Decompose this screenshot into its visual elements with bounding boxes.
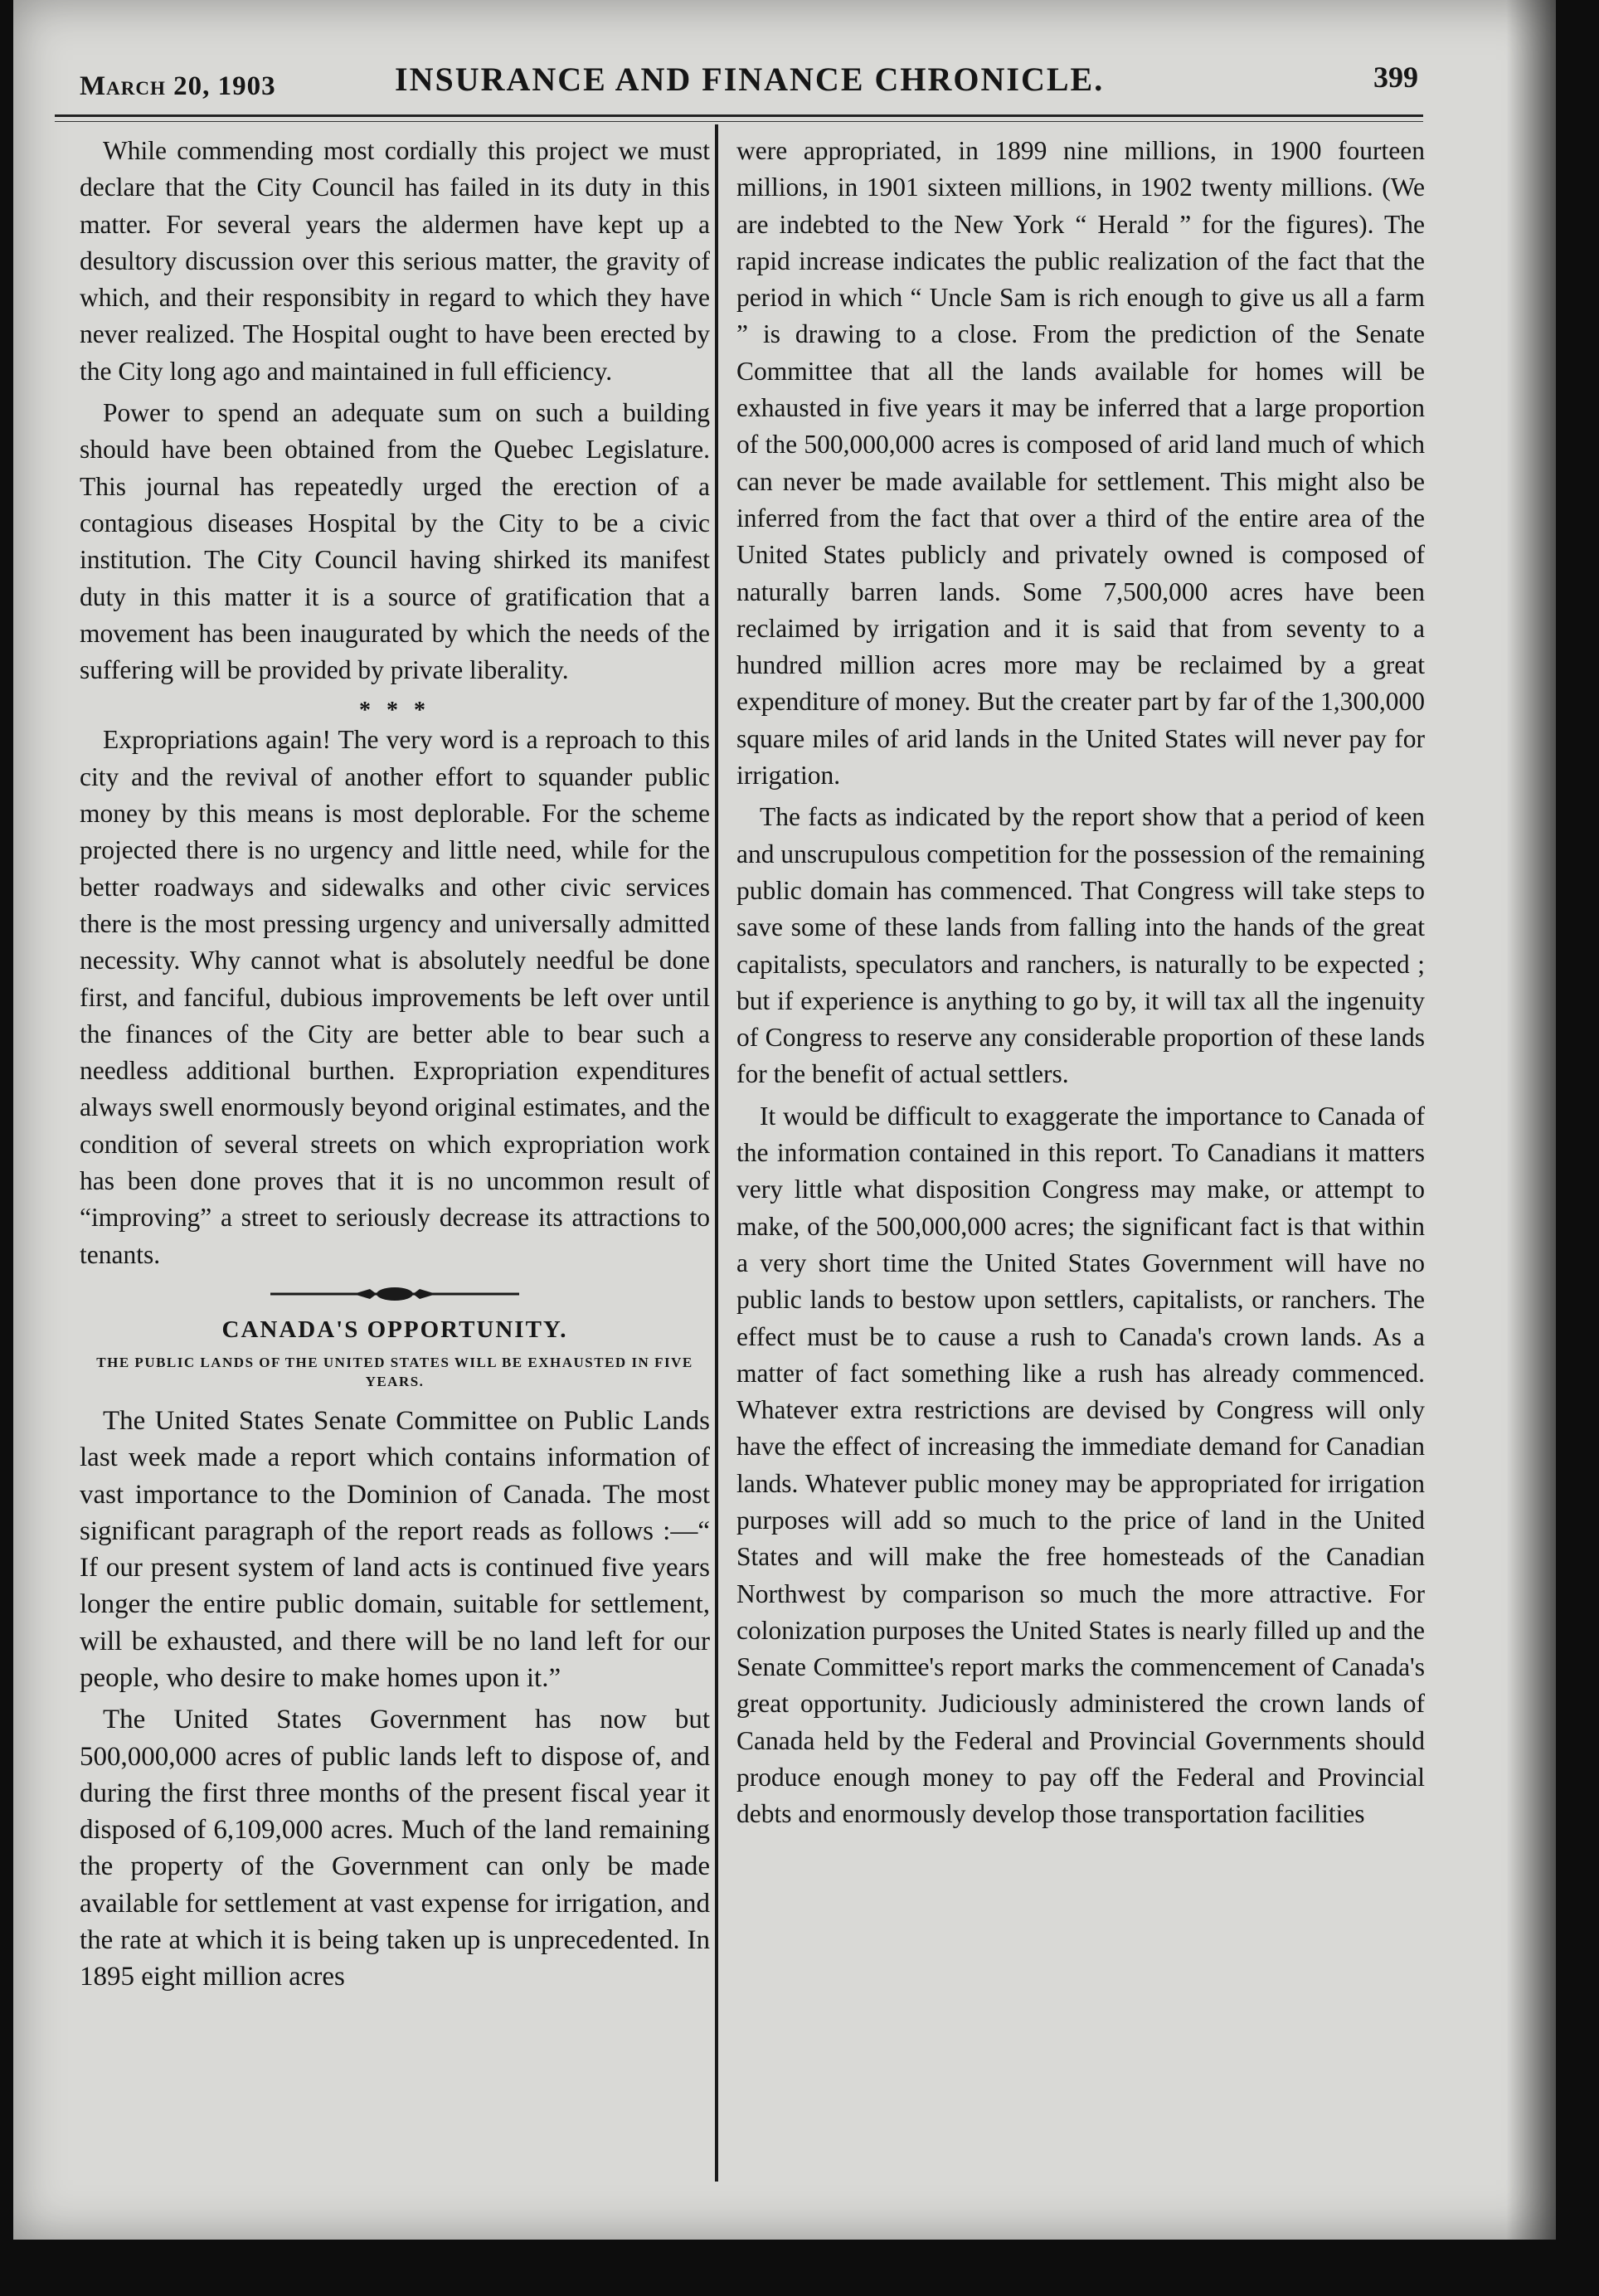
left-paragraph-5: The United States Government has now but 500,000,000 acres of public lands left to dispose of, and during the first three months of the present fiscal year it disposed of 6,109,000 acres. Much of the land remaining the property of the Government can only be made available for settlement at vast expense for irrigation, and the rate at which it is being taken up is unprecedented. In 1895 eight million acres (80, 1705, 710, 1992)
scanned-page (13, 0, 1556, 2240)
left-paragraph-4: The United States Senate Committee on Public Lands last week made a report which contains information of vast importance to the Dominion of Canada. The most significant paragraph of the report reads as follows :—“ If our present system of land acts is continued five years longer the entire public domain, suitable for settlement, will be exhausted, and there will be no land left for our people, who desire to make homes upon it.” (80, 1405, 710, 1693)
right-column (736, 133, 1425, 1838)
left-column (80, 133, 710, 2001)
ornament-icon (270, 1285, 519, 1303)
header-rule-thin (55, 121, 1423, 122)
header-title: INSURANCE AND FINANCE CHRONICLE. (395, 61, 1105, 98)
page-edge-shadow (1506, 0, 1556, 2240)
ornamental-rule (80, 1285, 710, 1303)
header-date: March 20, 1903 (80, 71, 276, 101)
running-header (46, 51, 1418, 109)
right-paragraph-1: were appropriated, in 1899 nine millions, in 1900 fourteen millions, in 1901 sixteen millions, in 1902 twenty millions. (We are indebted to the New York “ Herald ” for the figures). The rapid increase indicates the public realization of the fact that the period in which “ Uncle Sam is rich enough to give us all a farm ” is drawing to a close. From the prediction of the Senate Committee that all the lands available for homes will be exhausted in five years it may be inferred that a large proportion of the 500,000,000 acres is composed of arid land much of which can never be made available for settlement. This might also be inferred from the fact that over a third of the entire area of the United States publicly and privately owned is composed of naturally barren lands. Some 7,500,000 acres have been reclaimed by irrigation and it is said that from seventy to a hundred million acres more may be reclaimed by a great expenditure of money. But the creater part by far of the 1,300,000 square miles of arid lands in the United States will never pay for irrigation. (736, 136, 1425, 790)
page-number: 399 (1373, 61, 1418, 94)
header-rule (55, 114, 1423, 117)
article-subheading: THE PUBLIC LANDS OF THE UNITED STATES WILL BE EXHAUSTED IN FIVE YEARS. (96, 1354, 693, 1389)
left-paragraph-3: Expropriations again! The very word is a reproach to this city and the revival of another effort to squander public money by this means is most deplorable. For the scheme projected there is no urgency and little need, while for the better roadways and sidewalks and other civic services there is the most pressing urgency and universally admitted necessity. Why cannot what is absolutely needful be done first, and fanciful, dubious improvements be left over until the finances of the City are better able to bear such a needless additional burthen. Expropriation expenditures always swell enormously beyond original estimates, and the condition of several streets on which expropriation work has been done proves that it is no uncommon result of “improving” a street to seriously decrease its attractions to tenants. (80, 725, 710, 1269)
right-paragraph-3: It would be difficult to exaggerate the importance to Canada of the information contained in this report. To Canadians it matters very little what disposition Congress may make, or attempt to make, of the 500,000,000 acres; the significant fact is that within a very short time the United States Government will have no public lands to bestow upon settlers, capitalists, or ranchers. The effect must be to cause a rush to Canada's crown lands. As a matter of fact something like a rush has already commenced. Whatever extra restrictions are devised by Congress will only have the effect of increasing the immediate demand for Canadian lands. Whatever public money may be appropriated for irrigation purposes will add so much to the price of land in the United States and will make the free homesteads of the Canadian Northwest by comparison so much the more attractive. For colonization purposes the United States is nearly filled up and the Senate Committee's report marks the commencement of Canada's great opportunity. Judiciously administered the crown lands of Canada held by the Federal and Provincial Governments should produce enough money to pay off the Federal and Provincial debts and enormously develop those transportation facilities (736, 1101, 1425, 1829)
article-heading: CANADA'S OPPORTUNITY. (221, 1316, 568, 1343)
right-paragraph-2: The facts as indicated by the report show that a period of keen and unscrupulous competition for the possession of the remaining public domain has commenced. That Congress will take steps to save some of these lands from falling into the hands of the great capitalists, speculators and ranchers, is naturally to be expected ; but if experience is anything to go by, it will tax all the ingenuity of Congress to reserve any considerable proportion of these lands for the benefit of actual settlers. (736, 802, 1425, 1089)
left-paragraph-2: Power to spend an adequate sum on such a building should have been obtained from the Quebec Legislature. This journal has repeatedly urged the erection of a contagious diseases Hospital by the City to be a civic institution. The City Council having shirked its manifest duty in this matter it is a source of gratification that a movement has been inaugurated by which the needs of the suffering will be provided by private liberality. (80, 398, 710, 685)
section-separator: * * * (359, 698, 430, 724)
left-paragraph-1: While commending most cordially this project we must declare that the City Council has failed in its duty in this matter. For several years the aldermen have kept up a desultory discussion over this serious matter, the gravity of which, and their responsibity in regard to which they have never realized. The Hospital ought to have been erected by the City long ago and maintained in full efficiency. (80, 136, 710, 386)
column-divider (715, 124, 718, 2182)
